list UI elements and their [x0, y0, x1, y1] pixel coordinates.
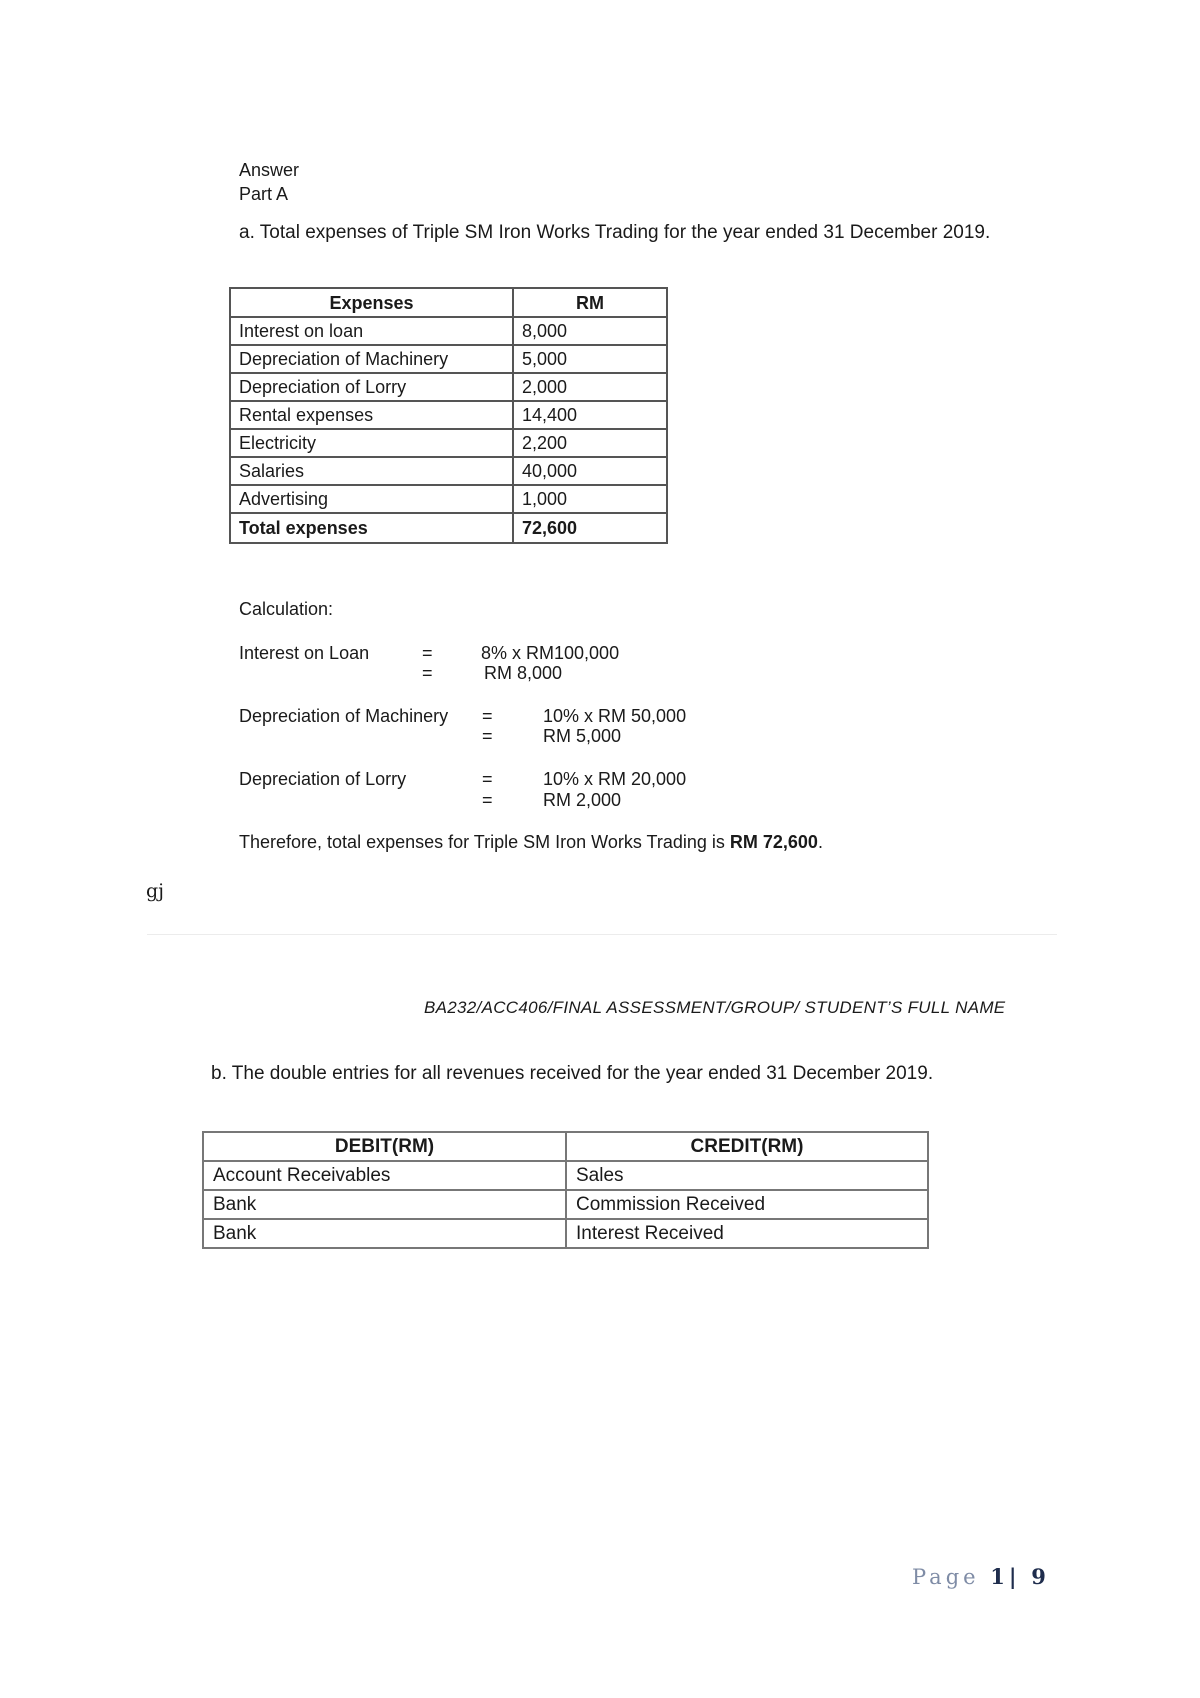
- expense-item: Salaries: [230, 457, 513, 485]
- debit-cell: Account Receivables: [203, 1161, 566, 1190]
- conclusion-value: RM 72,600: [729, 832, 818, 852]
- assessment-id: BA232/ACC406/FINAL ASSESSMENT/GROUP/ STUDENT’S FULL NAME: [424, 998, 1006, 1017]
- double-entry-header-row: [203, 1132, 928, 1161]
- part-heading: Part A: [239, 184, 289, 204]
- expense-item: Depreciation of Lorry: [230, 373, 513, 401]
- total-label: Total expenses: [230, 513, 513, 543]
- table-row: [230, 457, 667, 485]
- calc-lorry-formula: 10% x RM 20,000: [543, 769, 687, 789]
- page-separator: |: [1008, 1564, 1021, 1589]
- expense-item: Depreciation of Machinery: [230, 345, 513, 373]
- table-row: [203, 1161, 928, 1190]
- calc-lorry-eq-2: =: [482, 790, 493, 810]
- calc-machinery-eq-2: =: [482, 726, 493, 746]
- expense-amount: 14,400: [513, 401, 667, 429]
- page-word: Page: [912, 1565, 980, 1589]
- debit-col-header: DEBIT(RM): [203, 1132, 566, 1161]
- table-row: [230, 345, 667, 373]
- calc-interest-eq: =: [422, 643, 433, 663]
- total-amount: 72,600: [513, 513, 667, 543]
- calc-machinery-eq: =: [482, 706, 493, 726]
- table-row: [230, 401, 667, 429]
- expense-item: Advertising: [230, 485, 513, 513]
- expense-amount: 1,000: [513, 485, 667, 513]
- question-a: a. Total expenses of Triple SM Iron Works Trading for the year ended 31 December 2019.: [239, 222, 991, 243]
- calc-lorry-label: Depreciation of Lorry: [239, 769, 407, 789]
- table-row: [203, 1219, 928, 1248]
- expense-item: Interest on loan: [230, 317, 513, 345]
- expenses-col-header: Expenses: [230, 288, 513, 317]
- expense-amount: 8,000: [513, 317, 667, 345]
- calc-interest-eq-2: =: [422, 663, 433, 683]
- expense-item: Rental expenses: [230, 401, 513, 429]
- expenses-table: [229, 287, 668, 544]
- conclusion-suffix: .: [817, 832, 823, 852]
- table-row: [230, 485, 667, 513]
- credit-cell: Interest Received: [566, 1219, 928, 1248]
- debit-cell: Bank: [203, 1190, 566, 1219]
- table-row: [230, 317, 667, 345]
- credit-col-header: CREDIT(RM): [566, 1132, 928, 1161]
- page-total: 9: [1031, 1564, 1050, 1589]
- calc-machinery-label: Depreciation of Machinery: [239, 706, 449, 726]
- page-number: [912, 1564, 1050, 1589]
- calc-interest-result: RM 8,000: [484, 663, 563, 683]
- calc-lorry-result: RM 2,000: [543, 790, 622, 810]
- page-divider: [147, 934, 1057, 935]
- calculation-heading: Calculation:: [239, 599, 334, 619]
- calc-interest-label: Interest on Loan: [239, 643, 370, 663]
- double-entry-table: [202, 1131, 929, 1249]
- expense-amount: 2,200: [513, 429, 667, 457]
- table-row: [203, 1190, 928, 1219]
- calc-interest-formula: 8% x RM100,000: [481, 643, 620, 663]
- table-row: [230, 429, 667, 457]
- page-current: 1: [990, 1564, 1009, 1589]
- calc-machinery-result: RM 5,000: [543, 726, 622, 746]
- calc-machinery-formula: 10% x RM 50,000: [543, 706, 687, 726]
- conclusion-text: [239, 831, 823, 853]
- expense-amount: 40,000: [513, 457, 667, 485]
- amount-col-header: RM: [513, 288, 667, 317]
- expense-amount: 5,000: [513, 345, 667, 373]
- answer-heading: Answer: [239, 160, 300, 180]
- conclusion-prefix: Therefore, total expenses for Triple SM Iron Works Trading is: [239, 832, 730, 852]
- total-row: [230, 513, 667, 543]
- debit-cell: Bank: [203, 1219, 566, 1248]
- expense-item: Electricity: [230, 429, 513, 457]
- credit-cell: Commission Received: [566, 1190, 928, 1219]
- expense-amount: 2,000: [513, 373, 667, 401]
- stray-text: gj: [146, 880, 165, 902]
- question-b: b. The double entries for all revenues received for the year ended 31 December 2019.: [211, 1063, 934, 1084]
- expenses-header-row: [230, 288, 667, 317]
- credit-cell: Sales: [566, 1161, 928, 1190]
- calc-lorry-eq: =: [482, 769, 493, 789]
- table-row: [230, 373, 667, 401]
